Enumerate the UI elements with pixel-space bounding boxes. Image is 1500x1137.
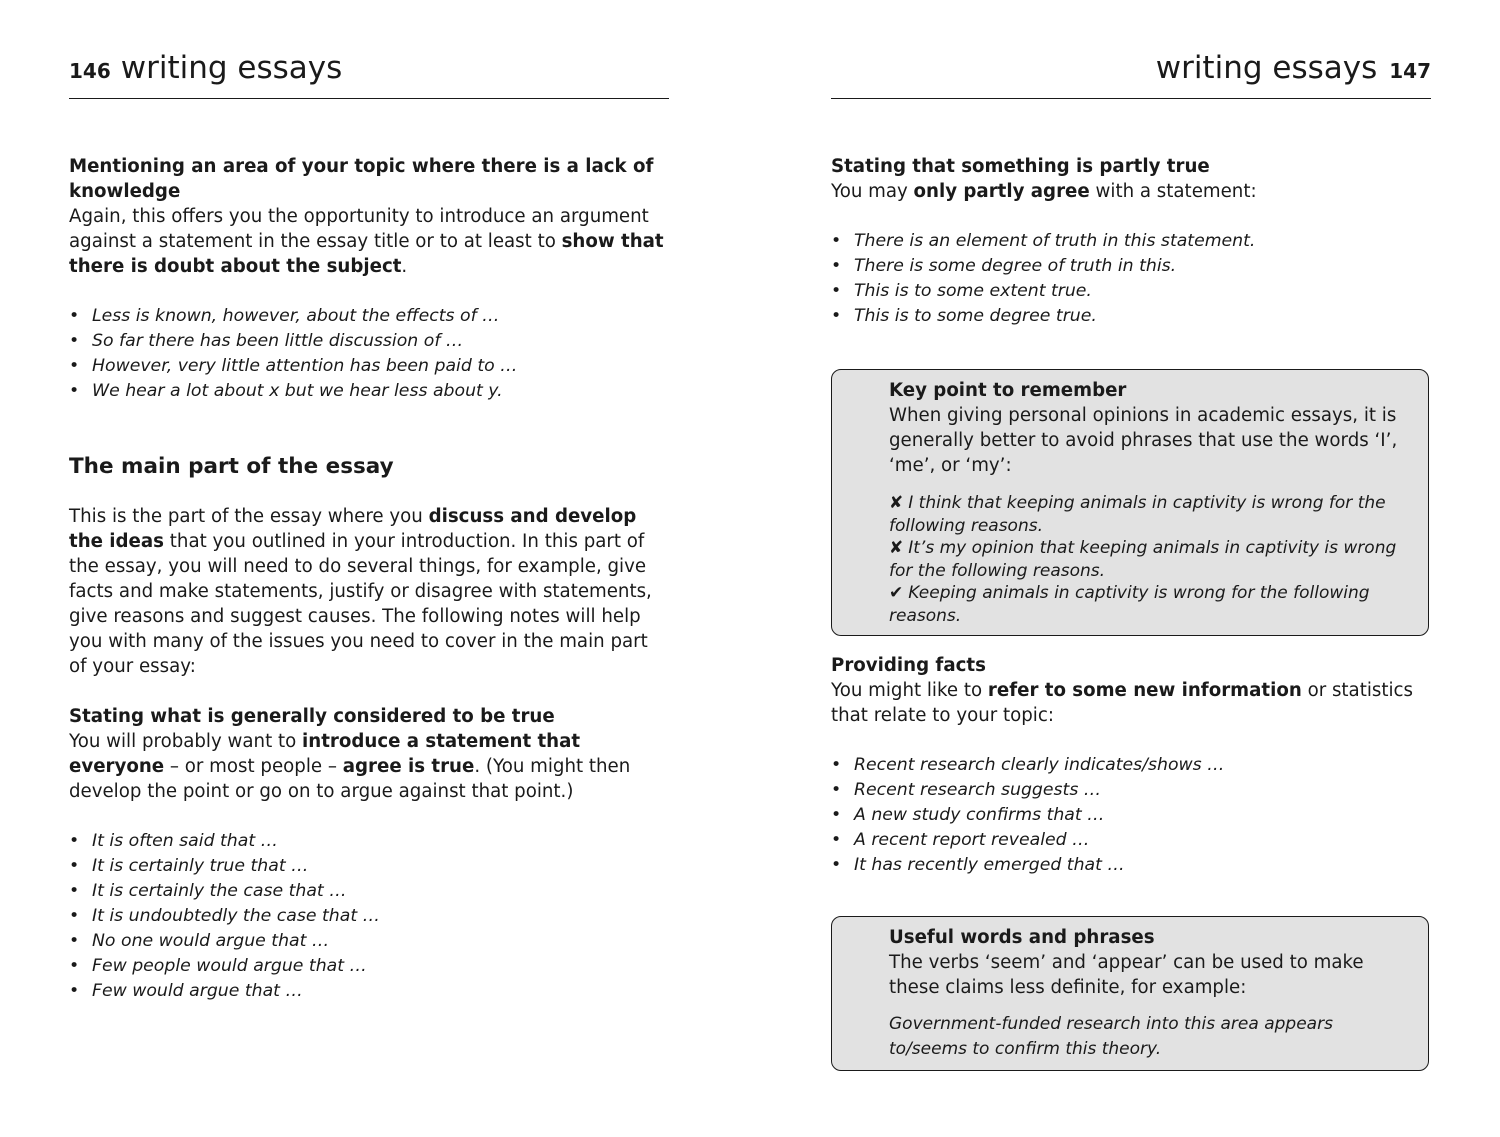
cross-icon: ✘ [889,493,904,513]
list-item [831,254,1431,279]
bullet-icon: • [831,231,842,251]
list-item-text: There is an element of truth in this statement. [854,231,1256,251]
list-item [69,379,669,404]
list-item [831,828,1431,853]
bullet-icon: • [69,306,80,326]
text-run: Again, this offers you the opportunity to introduce an argument against a statement in the essay title or to at least to [69,206,649,252]
bold-text-run: agree is true [342,756,475,777]
phrase-list [831,753,1431,878]
text-run: with a statement: [1089,181,1257,202]
section-paragraph [69,204,669,279]
text-run: You may [831,181,914,202]
bullet-icon: • [69,931,80,951]
bold-text-run: only partly agree [913,181,1090,202]
list-item-text: A new study confirms that … [854,805,1105,825]
bold-text-run: introduce a statement that everyone [69,731,581,777]
list-item-text: Recent research suggests … [854,780,1102,800]
text-run: . (You might then develop the point or go on to argue against that point.) [69,756,631,802]
text-run: You might like to [831,680,988,701]
list-item-text: So far there has been little discussion of … [92,331,464,351]
list-item-text: Recent research clearly indicates/shows … [854,755,1225,775]
text-run: This is the part of the essay where you [69,506,429,527]
right-page-content [831,154,1431,329]
list-item [69,904,669,929]
bullet-icon: • [831,256,842,276]
useful-words-text: The verbs ‘seem’ and ‘appear’ can be used to make these claims less definite, for example: [889,952,1364,998]
useful-example: Government-funded research into this area appears to/seems to confirm this theory. [889,1014,1333,1059]
left-page [69,0,669,1137]
list-item [69,329,669,354]
list-item [831,853,1431,878]
list-item-text: It has recently emerged that … [854,855,1125,875]
example-text: Keeping animals in captivity is wrong for the following reasons. [889,583,1370,626]
section-paragraph [831,179,1431,204]
list-item [69,979,669,1004]
list-item-text: A recent report revealed … [854,830,1090,850]
text-run: You will probably want to [69,731,303,752]
bullet-icon: • [831,805,842,825]
list-item-text: Less is known, however, about the effects of … [92,306,500,326]
bullet-icon: • [69,981,80,1001]
bullet-icon: • [831,855,842,875]
wrong-example [889,492,1408,537]
bullet-icon: • [69,381,80,401]
list-item [831,304,1431,329]
list-item [831,279,1431,304]
useful-words-heading: Useful words and phrases [889,927,1155,948]
list-item [69,879,669,904]
left-page-content [69,154,669,1004]
running-head-title: writing essays [120,50,343,86]
bullet-icon: • [69,331,80,351]
section-paragraph [831,678,1431,728]
list-item [69,304,669,329]
section-heading-partly-true: Stating that something is partly true [831,156,1210,177]
running-head-left [69,50,669,99]
text-run: or statistics that relate to your topic: [831,680,1414,726]
section-heading-lack-of-knowledge: Mentioning an area of your topic where there is a lack of knowledge [69,156,654,202]
bullet-icon: • [69,906,80,926]
bullet-icon: • [69,356,80,376]
phrase-list [69,304,669,404]
list-item-text: It is certainly true that … [92,856,309,876]
text-run: – or most people – [164,756,343,777]
wrong-example [889,537,1408,582]
text-run: . [401,256,408,277]
right-page [831,0,1431,1137]
list-item-text: It is certainly the case that … [92,881,347,901]
list-item [69,354,669,379]
list-item-text: There is some degree of truth in this. [854,256,1177,276]
running-head-title: writing essays [1155,50,1378,86]
key-point-box [831,369,1429,636]
list-item [69,829,669,854]
bold-text-run: discuss and develop the ideas [69,506,637,552]
list-item-text: This is to some extent true. [854,281,1092,301]
list-item [69,929,669,954]
list-item [69,954,669,979]
bold-text-run: refer to some new information [987,680,1302,701]
bold-text-run: show that there is doubt about the subject [69,231,664,277]
section-heading-generally-true: Stating what is generally considered to be true [69,706,555,727]
list-item [69,854,669,879]
correct-example [889,582,1408,627]
bullet-icon: • [831,755,842,775]
bullet-icon: • [69,831,80,851]
main-part-heading: The main part of the essay [69,454,394,479]
list-item [831,778,1431,803]
check-icon: ✔ [889,583,904,603]
key-point-text: When giving personal opinions in academic essays, it is generally better to avoid phrases that use the words ‘I’, ‘me’, or ‘my’: [889,405,1398,476]
page-number: 147 [1389,59,1431,83]
bullet-icon: • [831,306,842,326]
list-item [831,803,1431,828]
cross-icon: ✘ [889,538,904,558]
list-item-text: Few people would argue that … [92,956,367,976]
bullet-icon: • [69,881,80,901]
useful-words-box [831,916,1429,1071]
main-part-paragraph [69,504,669,679]
bullet-icon: • [831,281,842,301]
list-item-text: It is often said that … [92,831,278,851]
bullet-icon: • [831,780,842,800]
bullet-icon: • [69,856,80,876]
phrase-list [831,229,1431,329]
list-item [831,229,1431,254]
list-item-text: However, very little attention has been paid to … [92,356,518,376]
bullet-icon: • [831,830,842,850]
list-item-text: This is to some degree true. [854,306,1097,326]
providing-facts-section [831,653,1431,878]
section-heading-providing-facts: Providing facts [831,655,986,676]
example-text: It’s my opinion that keeping animals in captivity is wrong for the following reasons. [889,538,1397,581]
key-point-heading: Key point to remember [889,380,1127,401]
section-paragraph [69,729,669,804]
text-run: that you outlined in your introduction. In this part of the essay, you will need to do several things, for example, give facts and make statements, justify or disagree with statements, give reasons and suggest causes. The following notes will help you with many of the issues you need to cover in the main part of your essay: [69,531,652,677]
list-item-text: It is undoubtedly the case that … [92,906,380,926]
list-item-text: Few would argue that … [92,981,303,1001]
phrase-list [69,829,669,1004]
bullet-icon: • [69,956,80,976]
example-text: I think that keeping animals in captivity is wrong for the following reasons. [889,493,1386,536]
page-number: 146 [69,59,111,83]
list-item [831,753,1431,778]
list-item-text: We hear a lot about x but we hear less about y. [92,381,503,401]
list-item-text: No one would argue that … [92,931,330,951]
running-head-right [831,50,1431,99]
